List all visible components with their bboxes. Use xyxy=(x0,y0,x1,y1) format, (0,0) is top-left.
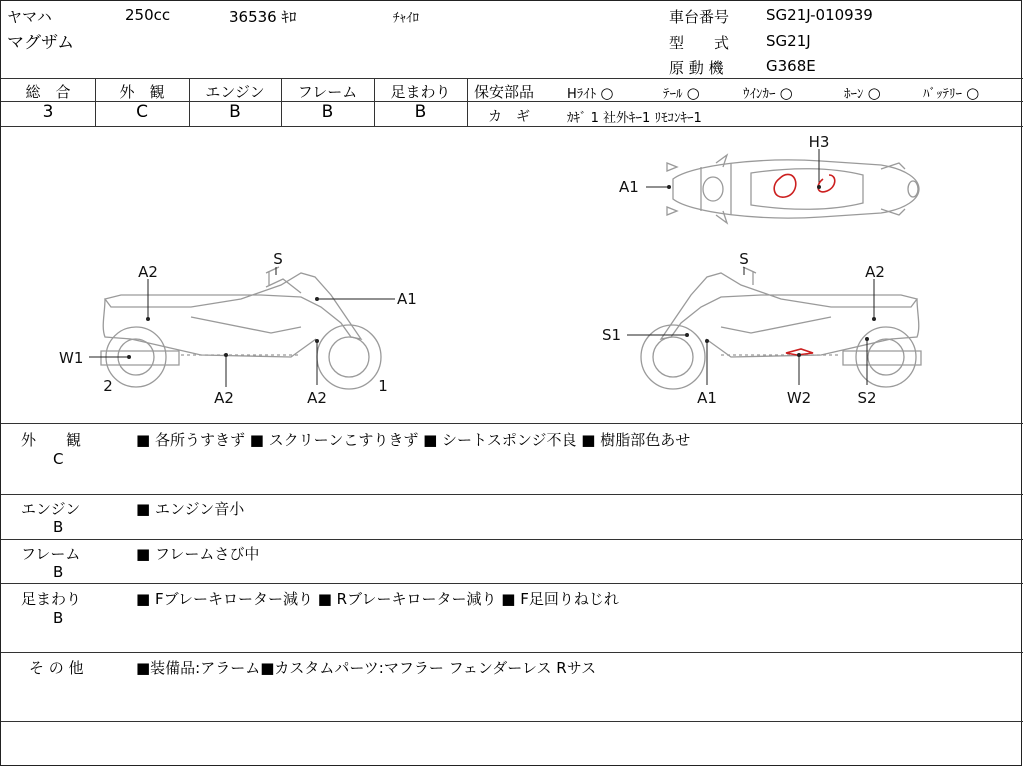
safety-item: ﾊﾞｯﾃﾘｰ ○ xyxy=(923,84,980,102)
divider xyxy=(1,423,1023,424)
grade-frame-label: フレーム xyxy=(297,83,358,101)
scooter-top-view xyxy=(667,155,919,223)
diagram-label: W1 xyxy=(59,349,84,367)
section-frame-text: ■ フレームさび中 xyxy=(136,545,260,563)
grade-suspension-value: B xyxy=(414,102,427,122)
diagram-label: S xyxy=(739,250,749,268)
divider xyxy=(1,721,1023,722)
diagram-label: A2 xyxy=(865,263,885,281)
grade-overall-label: 総 合 xyxy=(25,83,71,101)
ok-mark-icon: ○ xyxy=(600,84,614,102)
section-suspension-label: 足まわり xyxy=(21,590,82,608)
section-suspension-grade: B xyxy=(53,609,64,627)
grade-engine-value: B xyxy=(229,102,241,122)
diagram-label: 1 xyxy=(378,377,388,395)
damage-diagram xyxy=(1,127,1023,423)
mileage: 36536 ｷﾛ xyxy=(229,8,297,26)
diagram-label: A1 xyxy=(697,389,717,407)
ok-mark-icon: ○ xyxy=(966,84,980,102)
diagram-label: A2 xyxy=(138,263,158,281)
type-label: 型 式 xyxy=(669,34,730,52)
section-frame-grade: B xyxy=(53,563,64,581)
diagram-label: S xyxy=(273,250,283,268)
section-engine-text: ■ エンジン音小 xyxy=(136,500,245,518)
scooter-left-view xyxy=(101,267,381,389)
model-name: マグザム xyxy=(7,33,75,53)
section-other-text: ■装備品:アラーム■カスタムパーツ:マフラー フェンダーレス Rサス xyxy=(136,659,597,677)
section-engine-label: エンジン xyxy=(21,500,81,518)
diagram-label: A1 xyxy=(397,290,417,308)
divider xyxy=(467,78,468,126)
key-value: ｶｷﾞ 1 社外ｷｰ1 ﾘﾓｺﾝｷｰ1 xyxy=(567,111,702,126)
grade-engine-label: エンジン xyxy=(205,83,265,101)
ok-mark-icon: ○ xyxy=(686,84,700,102)
grade-suspension-label: 足まわり xyxy=(390,83,451,101)
diagram-label: A2 xyxy=(307,389,327,407)
divider xyxy=(1,78,1023,79)
divider xyxy=(1,652,1023,653)
divider xyxy=(1,494,1023,495)
engine-value: G368E xyxy=(766,57,816,75)
damage-marks xyxy=(774,174,835,355)
safety-item: ﾎｰﾝ ○ xyxy=(844,84,881,102)
grade-exterior-value: C xyxy=(136,102,148,122)
section-suspension-text: ■ Fブレーキローター減り ■ Rブレーキローター減り ■ F足回りねじれ xyxy=(136,590,619,608)
point-markers xyxy=(127,185,876,359)
ok-mark-icon: ○ xyxy=(867,84,881,102)
grade-frame-value: B xyxy=(321,102,334,122)
color: ﾁｬｲﾛ xyxy=(393,11,419,26)
grade-exterior-label: 外 観 xyxy=(119,83,165,101)
safety-item: ｳｲﾝｶｰ ○ xyxy=(743,84,793,102)
maker: ヤマハ xyxy=(7,8,52,26)
diagram-label: A1 xyxy=(619,178,639,196)
diagram-label: S2 xyxy=(857,389,877,407)
section-other-label: そ の 他 xyxy=(29,659,84,677)
ok-mark-icon: ○ xyxy=(779,84,793,102)
frame-no-label: 車台番号 xyxy=(669,8,730,26)
diagram-label: A2 xyxy=(214,389,234,407)
section-exterior-grade: C xyxy=(53,450,64,468)
diagram-label: H3 xyxy=(808,133,830,151)
displacement: 250cc xyxy=(125,6,171,24)
section-frame-label: フレーム xyxy=(21,545,81,563)
type-value: SG21J xyxy=(766,32,811,50)
grade-overall-value: 3 xyxy=(42,102,54,122)
section-engine-grade: B xyxy=(53,518,64,536)
safety-item: Hﾗｲﾄ ○ xyxy=(567,84,614,102)
divider xyxy=(1,539,1023,540)
diagram-label: 2 xyxy=(103,377,113,395)
scooter-right-view xyxy=(641,267,921,389)
engine-label: 原 動 機 xyxy=(669,59,724,77)
diagram-label: S1 xyxy=(602,326,622,344)
divider xyxy=(1,583,1023,584)
safety-label: 保安部品 xyxy=(474,83,535,101)
section-exterior-label: 外 観 xyxy=(21,431,82,449)
key-label: カ ギ xyxy=(488,109,530,125)
leader-lines xyxy=(89,149,874,387)
frame-no: SG21J-010939 xyxy=(766,6,873,24)
section-exterior-text: ■ 各所うすきず ■ スクリーンこすりきず ■ シートスポンジ不良 ■ 樹脂部色あせ xyxy=(136,431,691,449)
diagram-label: W2 xyxy=(786,389,812,407)
safety-item: ﾃｰﾙ ○ xyxy=(663,84,700,102)
